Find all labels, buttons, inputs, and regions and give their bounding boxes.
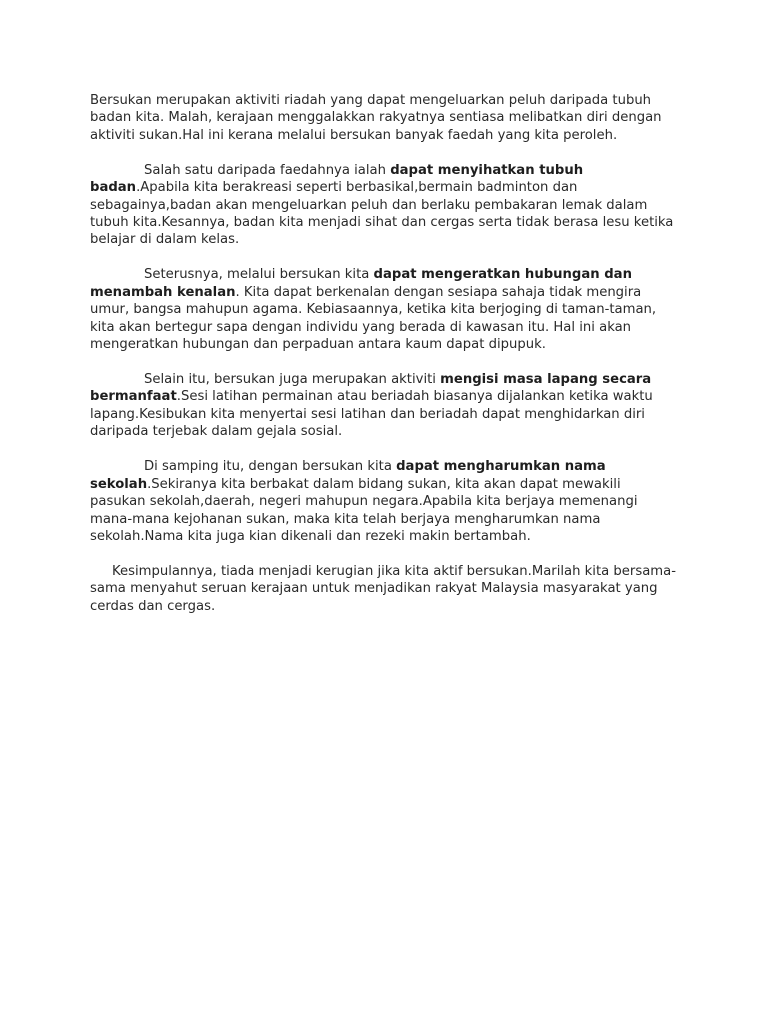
paragraph-text: Salah satu daripada faedahnya ialah [144,162,391,178]
essay-body [90,92,680,633]
paragraph-text: .Sesi latihan permainan atau beriadah biasanya dijalankan ketika waktu lapang.Kesibukan kita menyertai sesi latihan dan beriadah dapat menghidarkan diri daripada terjebak dalam gejala sosial. [90,389,653,440]
paragraph-text: Seterusnya, melalui bersukan kita [144,267,374,283]
paragraph-text: Selain itu, bersukan juga merupakan aktiviti [144,372,441,388]
paragraph-text: . Kita dapat berkenalan dengan sesiapa sahaja tidak mengira umur, bangsa mahupun agama. Kebiasaannya, ketika kita berjoging di taman-taman, kita akan bertegur sapa dengan individu yang berada di kawasan itu. Hal ini akan mengeratkan hubungan dan perpaduan antara kaum dapat dipupuk. [90,284,657,353]
paragraph-text: Di samping itu, dengan bersukan kita [144,459,397,475]
conclusion-text: Kesimpulannya, tiada menjadi kerugian jika kita aktif bersukan.Marilah kita bersama-sama menyahut seruan kerajaan untuk menjadikan rakyat Malaysia masyarakat yang cerdas dan cergas. [90,563,676,614]
key-point-bold: dapat mengharumkan nama sekolah [90,459,606,492]
key-point-bold: mengisi masa lapang secara bermanfaat [90,372,652,405]
key-point-bold: dapat menyihatkan tubuh badan [90,162,584,196]
intro-text: Bersukan merupakan aktiviti riadah yang dapat mengeluarkan peluh daripada tubuh badan kita. Malah, kerajaan menggalakkan rakyatnya sentiasa melibatkan diri dengan aktiviti sukan.Hal ini kerana melalui bersukan banyak faedah yang kita peroleh. [90,93,662,143]
paragraph-text: .Apabila kita berakreasi seperti berbasikal,bermain badminton dan sebagainya,badan akan mengeluarkan peluh dan berlaku pembakaran lemak dalam tubuh kita.Kesannya, badan kita menjadi sihat dan cergas serta tidak berasa lesu ketika belajar di dalam kelas. [90,180,674,248]
paragraph-conclusion [90,563,680,615]
key-point-bold: dapat mengeratkan hubungan dan menambah kenalan [90,267,632,300]
paragraph-health-benefit [90,162,680,249]
paragraph-relationship-benefit [90,266,680,353]
paragraph-text: .Sekiranya kita berbakat dalam bidang sukan, kita akan dapat mewakili pasukan sekolah,daerah, negeri mahupun negara.Apabila kita berjaya memenangi mana-mana kejohanan sukan, maka kita telah berjaya mengharumkan nama sekolah.Nama kita juga kian dikenali dan rezeki makin bertambah. [90,476,638,544]
paragraph-school-pride-benefit [90,458,680,545]
paragraph-introduction [90,92,680,144]
paragraph-leisure-benefit [90,371,680,441]
